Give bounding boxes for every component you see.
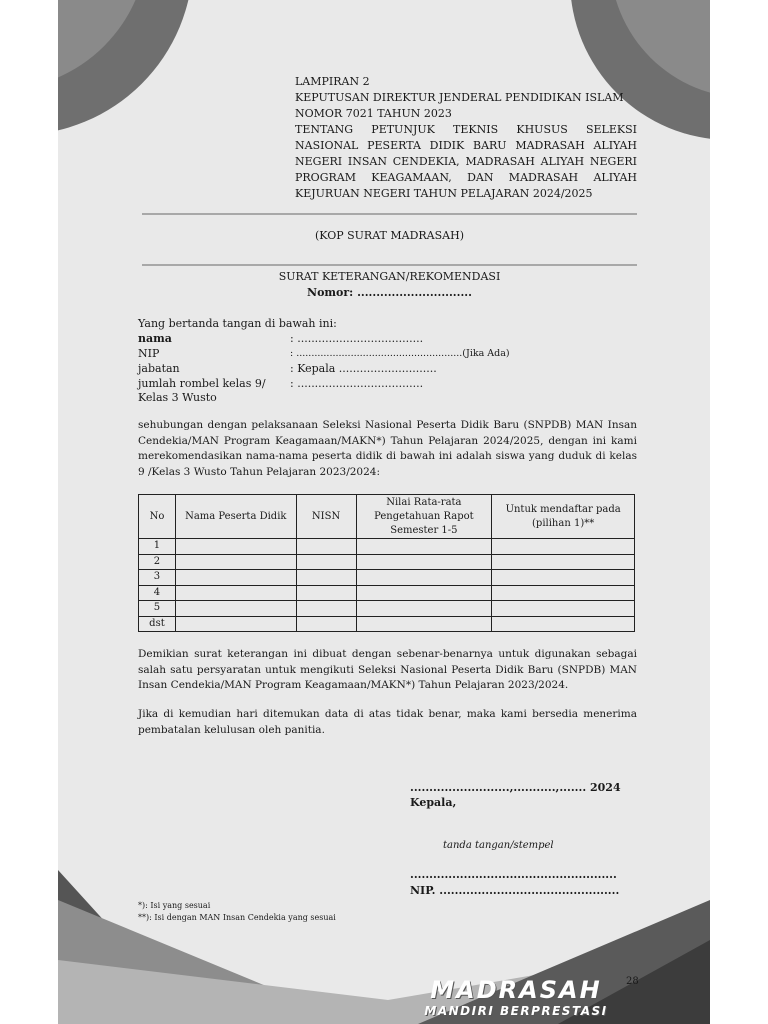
header-about-line: PROGRAM KEAGAMAAN, DAN MADRASAH ALIYAH: [295, 171, 637, 184]
table-cell: [356, 554, 492, 570]
column-header-no: No: [139, 495, 176, 539]
signature-stamp-note: tanda tangan/stempel: [443, 840, 554, 851]
field-value-rombel: : ....................................: [290, 377, 424, 390]
table-cell: [296, 601, 356, 617]
table-cell: [492, 554, 635, 570]
table-cell: [492, 570, 635, 586]
field-label-nip: NIP: [138, 347, 160, 360]
row-number: 2: [139, 554, 176, 570]
table-row: [139, 570, 635, 586]
footnote: **): Isi dengan MAN Insan Cendekia yang sesuai: [138, 913, 336, 922]
table-cell: [175, 539, 296, 555]
header-about-line: TENTANG PETUNJUK TEKNIS KHUSUS SELEKSI: [295, 123, 637, 136]
row-number: dst: [139, 616, 176, 632]
field-value-jabatan: : Kepala ............................: [290, 362, 437, 375]
madrasah-logo: [416, 976, 616, 1018]
table-row: [139, 616, 635, 632]
header-line: NOMOR 7021 TAHUN 2023: [295, 107, 452, 120]
table-cell: [296, 585, 356, 601]
letter-number: Nomor: ..............................: [307, 286, 472, 299]
field-value-nama: : ....................................: [290, 332, 424, 345]
letter-header: [295, 74, 637, 202]
table-row: [139, 585, 635, 601]
header-about-line: NEGERI INSAN CENDEKIA, MADRASAH ALIYAH NEGERI: [295, 155, 637, 168]
table-cell: [296, 554, 356, 570]
paragraph-disclaimer: Jika di kemudian hari ditemukan data di atas tidak benar, maka kami bersedia menerima pembatalan kelulusan oleh panitia.: [138, 708, 637, 736]
signature-name-line: ......................................................: [410, 868, 617, 881]
field-label-rombel: jumlah rombel kelas 9/: [138, 377, 266, 390]
table-cell: [175, 585, 296, 601]
signature-date: ..........................,...........,....... 2024: [410, 781, 621, 794]
table-cell: [175, 570, 296, 586]
table-cell: [175, 616, 296, 632]
table-cell: [175, 554, 296, 570]
table-cell: [356, 616, 492, 632]
row-number: 3: [139, 570, 176, 586]
table-cell: [492, 585, 635, 601]
column-header-choice: Untuk mendaftar pada (pilihan 1)**: [492, 495, 635, 539]
table-cell: [296, 616, 356, 632]
signature-role: Kepala,: [410, 796, 457, 809]
table-cell: [492, 539, 635, 555]
row-number: 1: [139, 539, 176, 555]
kop-placeholder: (KOP SURAT MADRASAH): [314, 229, 464, 242]
column-header-score: Nilai Rata-rata Pengetahuan Rapot Semester 1-5: [356, 495, 492, 539]
table-cell: [356, 570, 492, 586]
divider: [142, 264, 637, 266]
header-line: LAMPIRAN 2: [295, 75, 370, 88]
paragraph-closing: Demikian surat keterangan ini dibuat dengan sebenar-benarnya untuk digunakan sebagai salah satu persyaratan untuk mengikuti Seleksi Nasional Peserta Didik Baru (SNPDB) MAN Insan Cendekia/MAN Program Keagamaan/MAKN*) Tahun Pelajaran 2023/2024.: [138, 648, 637, 691]
field-value-nip: : .......................................................(Jika Ada): [290, 348, 510, 359]
logo-tagline: MANDIRI BERPRESTASI: [424, 1004, 608, 1018]
table-row: [139, 601, 635, 617]
table-cell: [492, 616, 635, 632]
row-number: 5: [139, 601, 176, 617]
field-label-rombel-cont: Kelas 3 Wusto: [138, 391, 217, 404]
divider: [142, 213, 637, 215]
table-cell: [175, 601, 296, 617]
page-number: 28: [626, 976, 639, 987]
table-cell: [296, 570, 356, 586]
student-table: [138, 494, 635, 632]
column-header-name: Nama Peserta Didik: [175, 495, 296, 539]
document-page: [58, 0, 710, 1024]
field-label-jabatan: jabatan: [138, 362, 180, 375]
signature-nip: NIP. ...............................................: [410, 884, 620, 897]
letter-title: SURAT KETERANGAN/REKOMENDASI: [278, 270, 501, 283]
header-about-line: NASIONAL PESERTA DIDIK BARU MADRASAH ALIYAH: [295, 139, 637, 152]
header-line: KEPUTUSAN DIREKTUR JENDERAL PENDIDIKAN ISLAM: [295, 91, 624, 104]
paragraph-recommendation: sehubungan dengan pelaksanaan Seleksi Nasional Peserta Didik Baru (SNPDB) MAN Insan Cendekia/MAN Program Keagamaan/MAKN*) Tahun Pelajaran 2024/2025, dengan ini kami merekomendasikan nama-nama peserta didik di bawah ini adalah siswa yang duduk di kelas 9 /Kelas 3 Wusto Tahun Pelajaran 2023/2024:: [138, 419, 637, 478]
intro-text: Yang bertanda tangan di bawah ini:: [138, 317, 337, 330]
footnote: *): Isi yang sesuai: [138, 901, 211, 910]
table-row: [139, 554, 635, 570]
table-header-row: [139, 495, 635, 539]
table-cell: [492, 601, 635, 617]
table-cell: [356, 585, 492, 601]
column-header-nisn: NISN: [296, 495, 356, 539]
field-label-nama: nama: [138, 332, 172, 345]
table-row: [139, 539, 635, 555]
header-about-line: KEJURUAN NEGERI TAHUN PELAJARAN 2024/2025: [295, 187, 593, 200]
table-cell: [356, 539, 492, 555]
logo-title: MADRASAH: [430, 976, 602, 1004]
table-cell: [356, 601, 492, 617]
table-cell: [296, 539, 356, 555]
row-number: 4: [139, 585, 176, 601]
